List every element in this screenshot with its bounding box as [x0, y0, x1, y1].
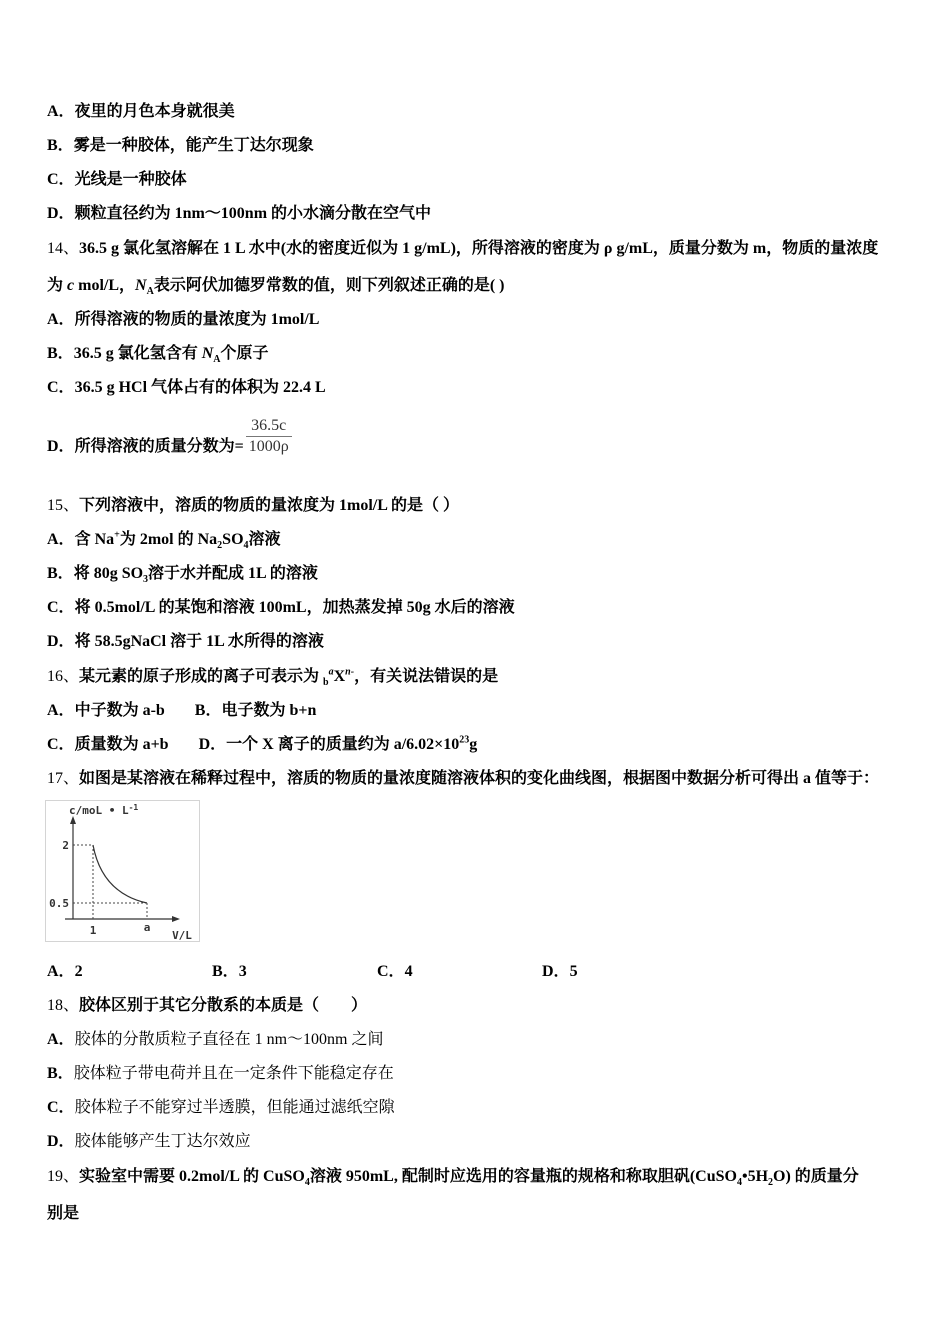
option-text: 将 58.5gNaCl 溶于 1L 水所得的溶液	[74, 633, 324, 650]
option-13-c	[47, 163, 913, 197]
question-stem-text: O) 的质量分	[773, 1168, 859, 1185]
option-14-b	[47, 337, 913, 371]
option-label: B．	[212, 963, 239, 980]
mass-number: a	[328, 666, 334, 678]
option-17-d	[542, 955, 707, 989]
option-text: 3	[238, 963, 247, 980]
y-tick-label: 0.5	[49, 897, 69, 910]
option-text: 胶体粒子带电荷并且在一定条件下能稳定存在	[73, 1065, 394, 1082]
ion-charge: n-	[345, 666, 355, 678]
option-13-d	[47, 197, 913, 231]
option-text: 溶液	[248, 531, 281, 548]
option-text: 个原子	[220, 345, 269, 362]
option-17-a	[47, 955, 212, 989]
question-stem-text: 下列溶液中，溶质的物质的量浓度为 1mol/L 的是（ ）	[79, 497, 460, 514]
option-label: A．	[47, 702, 75, 719]
question-15-stem	[47, 489, 913, 523]
option-label: C．	[47, 736, 75, 753]
question-stem-text: 实验室中需要 0.2mol/L 的 CuSO	[79, 1168, 305, 1185]
option-label: C．	[377, 963, 405, 980]
question-16-options-cd	[47, 728, 913, 762]
option-15-c	[47, 591, 913, 625]
option-18-d	[47, 1125, 913, 1159]
option-text: 5	[569, 963, 578, 980]
question-stem-text: 如图是某溶液在稀释过程中，溶质的物质的量浓度随溶液体积的变化曲线图，根据图中数据分析可得出 a 值等于：	[79, 770, 880, 787]
option-text: 一个 X 离子的质量约为 a/6.02×10	[226, 736, 460, 753]
x-tick-label: a	[143, 921, 151, 934]
option-label: D．	[542, 963, 570, 980]
subscript: 4	[736, 1177, 742, 1189]
isotope-notation	[323, 666, 355, 689]
stem-text: mol/L，	[74, 277, 136, 294]
question-14-stem-line-2	[47, 269, 913, 303]
option-text: SO	[222, 531, 244, 548]
option-16-a	[47, 702, 165, 719]
option-16-c	[47, 736, 169, 753]
question-stem-text: ，有关说法错误的是	[354, 668, 499, 685]
question-number: 15、	[47, 497, 80, 514]
option-text: 夜里的月色本身就很美	[74, 103, 235, 120]
subscript: A	[146, 286, 154, 298]
option-label: D．	[47, 438, 75, 455]
option-13-b	[47, 129, 913, 163]
question-number: 18、	[47, 997, 80, 1014]
option-label: A．	[47, 311, 75, 328]
option-text: 光线是一种胶体	[74, 171, 187, 188]
question-number: 14、	[47, 240, 80, 257]
question-number: 17、	[47, 770, 80, 787]
fraction-denominator: 1000ρ	[248, 437, 289, 455]
question-stem-text: 36.5 g 氯化氢溶解在 1 L 水中(水的密度近似为 1 g/mL)，所得溶液的密度为 ρ g/mL，质量分数为 m，物质的量浓度	[79, 240, 879, 257]
option-text: 将 80g SO	[73, 565, 144, 582]
option-text: 胶体粒子不能穿过半透膜，但能通过滤纸空隙	[74, 1099, 395, 1116]
question-stem-text: 胶体区别于其它分散系的本质是（ ）	[79, 997, 368, 1014]
option-text: g	[469, 736, 478, 753]
subscript: 3	[143, 574, 149, 586]
question-17-options	[47, 955, 913, 989]
page-content	[47, 95, 913, 1231]
question-stem-text: 溶液 950mL, 配制时应选用的容量瓶的规格和称取胆矾(CuSO	[309, 1168, 737, 1185]
option-label: C．	[47, 171, 75, 188]
option-label: D．	[47, 1133, 75, 1150]
option-text: 含 Na	[74, 531, 115, 548]
option-label: C．	[47, 379, 75, 396]
y-axis-label-text: c/moL • L	[69, 804, 129, 817]
superscript: 23	[459, 734, 470, 746]
option-label: B．	[47, 345, 74, 362]
variable-c: c	[67, 277, 75, 294]
option-text: 将 0.5mol/L 的某饱和溶液 100mL，加热蒸发掉 50g 水后的溶液	[74, 599, 515, 616]
option-label: A．	[47, 963, 75, 980]
subscript: 2	[768, 1177, 774, 1189]
y-tick-label: 2	[62, 839, 69, 852]
option-text: 中子数为 a-b	[74, 702, 165, 719]
variable-n: N	[201, 345, 214, 362]
option-text: 36.5 g 氯化氢含有	[73, 345, 202, 362]
option-text: 溶于水并配成 1L 的溶液	[148, 565, 318, 582]
fraction	[246, 416, 292, 457]
question-14-stem-line-1	[47, 232, 913, 266]
option-14-c	[47, 371, 913, 405]
option-14-a	[47, 303, 913, 337]
question-17-stem	[47, 762, 913, 796]
stem-text: 为	[47, 277, 68, 294]
x-tick-label: 1	[89, 924, 97, 937]
subscript: 4	[304, 1177, 310, 1189]
question-stem-text: 别是	[47, 1205, 80, 1222]
option-text: 胶体的分散质粒子直径在 1 nm～100nm 之间	[74, 1031, 384, 1048]
option-text: 4	[404, 963, 413, 980]
option-label: D．	[47, 633, 75, 650]
element-symbol: X	[333, 668, 346, 685]
option-label: B．	[194, 702, 222, 719]
question-16-options-ab	[47, 694, 913, 728]
option-text: 质量数为 a+b	[74, 736, 169, 753]
option-label: A．	[47, 1031, 75, 1048]
question-stem-text: •5H	[741, 1168, 769, 1185]
subscript: 4	[243, 540, 249, 552]
option-label: B．	[47, 1065, 74, 1082]
question-19-stem-line-2	[47, 1197, 913, 1231]
option-text: 所得溶液的质量分数为=	[74, 438, 244, 455]
question-number: 16、	[47, 668, 80, 685]
option-text: 2	[74, 963, 83, 980]
option-15-b	[47, 557, 913, 591]
question-19-stem-line-1	[47, 1160, 913, 1194]
question-18-stem	[47, 989, 913, 1023]
option-text: 所得溶液的物质的量浓度为 1mol/L	[74, 311, 320, 328]
question-16-stem	[47, 660, 913, 694]
option-17-b	[212, 955, 377, 989]
option-text: 胶体能够产生丁达尔效应	[74, 1133, 251, 1150]
option-label: A．	[47, 103, 75, 120]
option-text: 雾是一种胶体，能产生丁达尔现象	[73, 137, 314, 154]
y-axis-label-superscript: -1	[128, 803, 139, 812]
option-text: 为 2mol 的 Na	[119, 531, 218, 548]
option-text: 电子数为 b+n	[221, 702, 317, 719]
stem-text: 表示阿伏加德罗常数的值，则下列叙述正确的是( )	[153, 277, 505, 294]
option-label: B．	[47, 565, 74, 582]
option-15-d	[47, 625, 913, 659]
x-axis-label: V/L	[172, 929, 192, 942]
subscript: 2	[217, 540, 223, 552]
option-16-d	[199, 736, 478, 753]
atomic-number: b	[323, 677, 329, 689]
fraction-numerator: 36.5c	[251, 416, 287, 434]
option-15-a	[47, 523, 913, 557]
option-label: C．	[47, 1099, 75, 1116]
option-text: 36.5 g HCl 气体占有的体积为 22.4 L	[74, 379, 326, 396]
option-18-b	[47, 1057, 913, 1091]
option-14-d	[47, 416, 913, 464]
subscript: A	[213, 354, 221, 366]
option-text: 颗粒直径约为 1nm～100nm 的小水滴分散在空气中	[74, 205, 432, 222]
concentration-volume-graph	[45, 800, 200, 942]
option-18-a	[47, 1023, 913, 1057]
superscript: +	[114, 529, 120, 541]
option-18-c	[47, 1091, 913, 1125]
option-16-b	[195, 702, 317, 719]
option-label: B．	[47, 137, 74, 154]
question-number: 19、	[47, 1168, 80, 1185]
option-label: A．	[47, 531, 75, 548]
variable-n: N	[135, 277, 147, 294]
option-label: D．	[198, 736, 227, 753]
question-stem-text: 某元素的原子形成的离子可表示为	[79, 668, 324, 685]
option-label: D．	[47, 205, 75, 222]
option-17-c	[377, 955, 542, 989]
y-axis-label	[69, 803, 138, 817]
option-label: C．	[47, 599, 75, 616]
option-13-a	[47, 95, 913, 129]
